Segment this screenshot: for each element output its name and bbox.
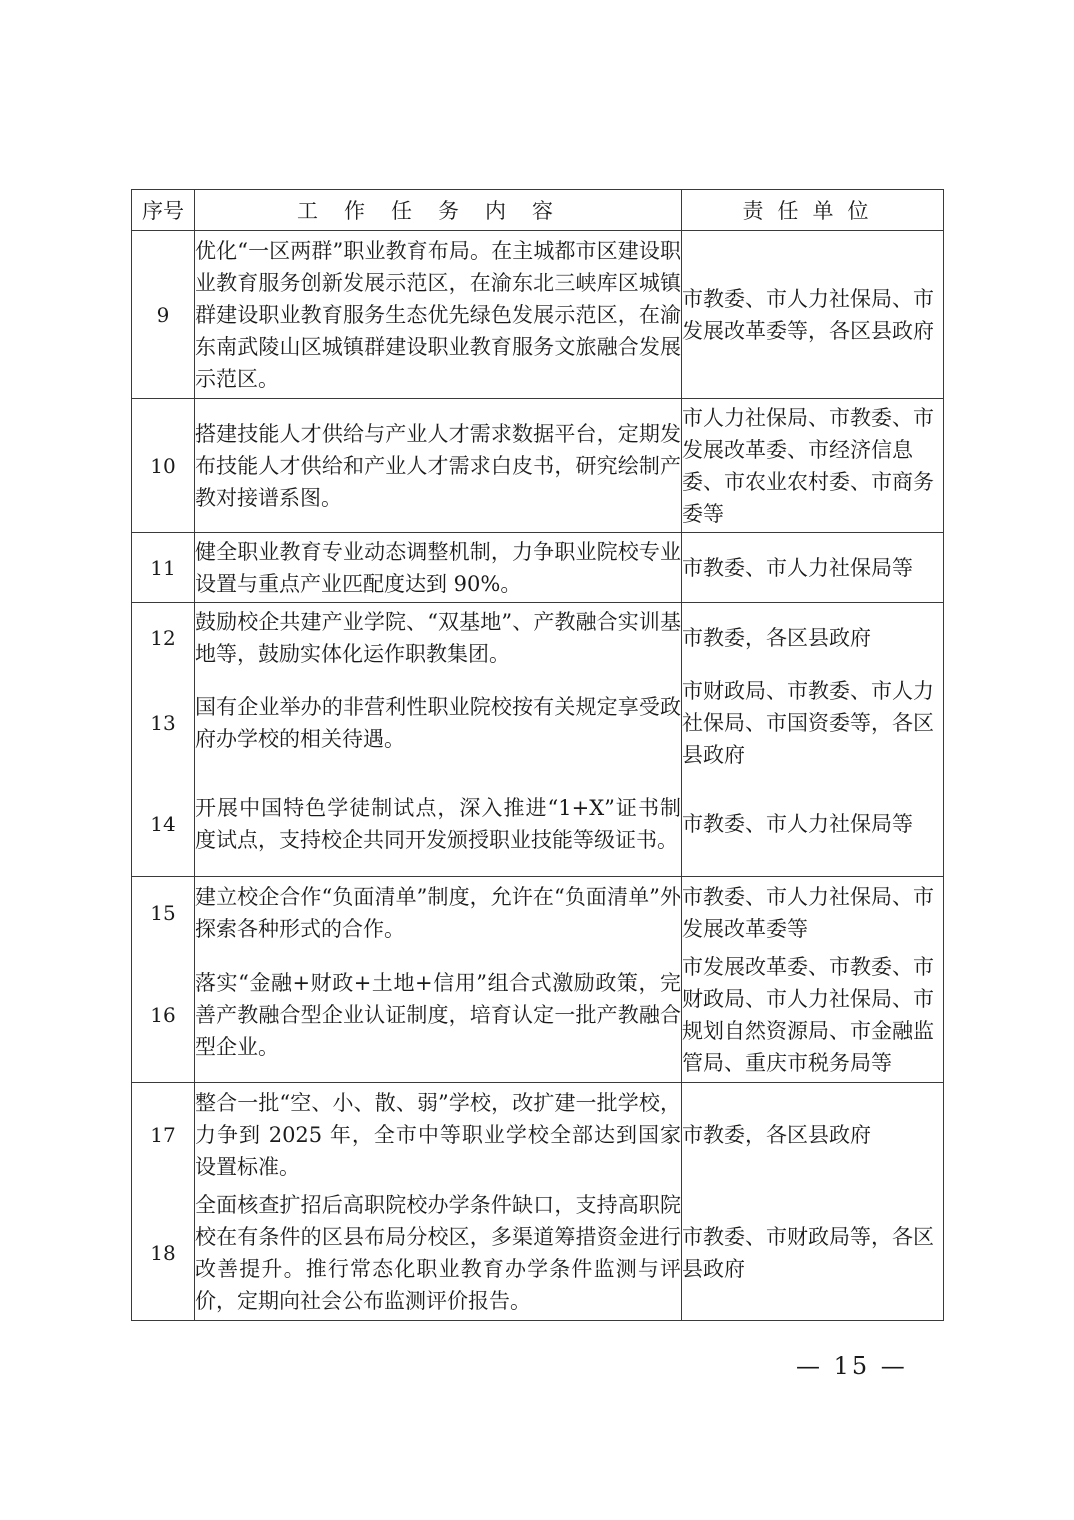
- row-task: 建立校企合作“负面清单”制度，允许在“负面清单”外探索各种形式的合作。: [195, 877, 682, 949]
- row-task: 整合一批“空、小、散、弱”学校，改扩建一批学校，力争到 2025 年，全市中等职业学校全部达到国家设置标准。: [195, 1083, 682, 1187]
- table-row: [132, 533, 944, 603]
- header-unit: 责任单位: [682, 190, 944, 231]
- row-task: 落实“金融+财政+土地+信用”组合式激励政策，完善产教融合型企业认证制度，培育认定一批产教融合型企业。: [195, 949, 682, 1083]
- row-unit: 市人力社保局、市教委、市发展改革委、市经济信息委、市农业农村委、市商务委等: [682, 399, 944, 533]
- row-number: 9: [132, 231, 195, 399]
- row-unit: 市教委、市人力社保局等: [682, 773, 944, 877]
- table-row: [132, 399, 944, 533]
- row-number: 18: [132, 1187, 195, 1321]
- row-unit: 市教委、市人力社保局、市发展改革委等: [682, 877, 944, 949]
- row-number: 17: [132, 1083, 195, 1187]
- row-unit: 市财政局、市教委、市人力社保局、市国资委等，各区县政府: [682, 673, 944, 773]
- table-row: [132, 1083, 944, 1187]
- table-row: [132, 877, 944, 949]
- page-number: — 15 —: [796, 1352, 908, 1380]
- table-header-row: [132, 190, 944, 231]
- table-row: [132, 603, 944, 673]
- task-table: [131, 189, 944, 1321]
- row-task: 开展中国特色学徒制试点，深入推进“1+X”证书制度试点，支持校企共同开发颁授职业技能等级证书。: [195, 773, 682, 877]
- row-unit: 市教委，各区县政府: [682, 1083, 944, 1187]
- row-task: 全面核查扩招后高职院校办学条件缺口，支持高职院校在有条件的区县布局分校区，多渠道筹措资金进行改善提升。推行常态化职业教育办学条件监测与评价，定期向社会公布监测评价报告。: [195, 1187, 682, 1321]
- row-unit: 市教委、市人力社保局等: [682, 533, 944, 603]
- row-number: 10: [132, 399, 195, 533]
- row-number: 11: [132, 533, 195, 603]
- row-task: 鼓励校企共建产业学院、“双基地”、产教融合实训基地等，鼓励实体化运作职教集团。: [195, 603, 682, 673]
- header-number: 序号: [132, 190, 195, 231]
- table-row: [132, 1187, 944, 1321]
- table-row: [132, 231, 944, 399]
- row-unit: 市教委，各区县政府: [682, 603, 944, 673]
- table-row: [132, 773, 944, 877]
- row-task: 搭建技能人才供给与产业人才需求数据平台，定期发布技能人才供给和产业人才需求白皮书，研究绘制产教对接谱系图。: [195, 399, 682, 533]
- row-number: 16: [132, 949, 195, 1083]
- table-row: [132, 949, 944, 1083]
- row-task: 健全职业教育专业动态调整机制，力争职业院校专业设置与重点产业匹配度达到 90%。: [195, 533, 682, 603]
- row-unit: 市教委、市人力社保局、市发展改革委等，各区县政府: [682, 231, 944, 399]
- table-row: [132, 673, 944, 773]
- row-number: 15: [132, 877, 195, 949]
- row-unit: 市教委、市财政局等，各区县政府: [682, 1187, 944, 1321]
- row-unit: 市发展改革委、市教委、市财政局、市人力社保局、市规划自然资源局、市金融监管局、重庆市税务局等: [682, 949, 944, 1083]
- row-task: 优化“一区两群”职业教育布局。在主城都市区建设职业教育服务创新发展示范区，在渝东北三峡库区城镇群建设职业教育服务生态优先绿色发展示范区，在渝东南武陵山区城镇群建设职业教育服务文旅融合发展示范区。: [195, 231, 682, 399]
- row-number: 12: [132, 603, 195, 673]
- row-number: 14: [132, 773, 195, 877]
- row-number: 13: [132, 673, 195, 773]
- row-task: 国有企业举办的非营利性职业院校按有关规定享受政府办学校的相关待遇。: [195, 673, 682, 773]
- header-task: 工作任务内容: [195, 190, 682, 231]
